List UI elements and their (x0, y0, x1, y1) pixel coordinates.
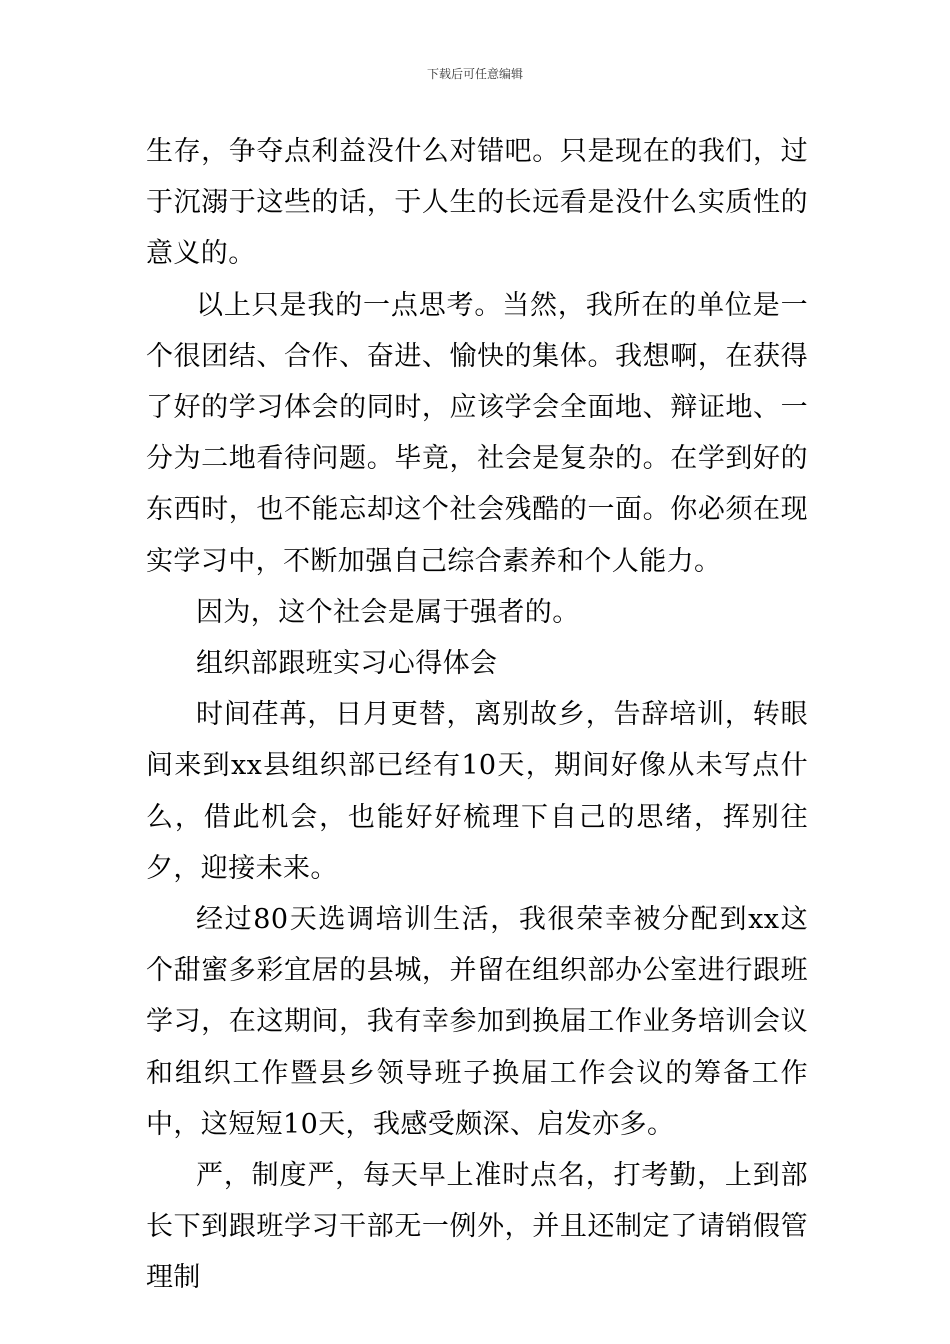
paragraph: 经过80天选调培训生活，我很荣幸被分配到xx这个甜蜜多彩宜居的县城，并留在组织部办公室进行跟班学习，在这期间，我有幸参加到换届工作业务培训会议和组织工作暨县乡领导班子换届工作会议的筹备工作中，这短短10天，我感受颇深、启发亦多。 (146, 904, 808, 1140)
section-heading: 组织部跟班实习心得体会 (196, 648, 498, 680)
document-body (146, 126, 808, 1304)
paragraph: 生存，争夺点利益没什么对错吧。只是现在的我们，过于沉溺于这些的话，于人生的长远看是没什么实质性的意义的。 (146, 136, 808, 270)
paragraph: 时间荏苒，日月更替，离别故乡，告辞培训，转眼间来到xx县组织部已经有10天，期间好像从未写点什么，借此机会，也能好好梳理下自己的思绪，挥别往夕，迎接未来。 (146, 699, 808, 884)
paragraph: 严，制度严，每天早上准时点名，打考勤，上到部长下到跟班学习干部无一例外，并且还制定了请销假管理制 (146, 1160, 808, 1294)
page-header-note: 下载后可任意编辑 (426, 67, 523, 81)
paragraph: 因为，这个社会是属于强者的。 (196, 596, 580, 628)
paragraph: 以上只是我的一点思考。当然，我所在的单位是一个很团结、合作、奋进、愉快的集体。我想啊，在获得了好的学习体会的同时，应该学会全面地、辩证地、一分为二地看待问题。毕竟，社会是复杂的。在学到好的东西时，也不能忘却这个社会残酷的一面。你必须在现实学习中，不断加强自己综合素养和个人能力。 (146, 289, 808, 577)
